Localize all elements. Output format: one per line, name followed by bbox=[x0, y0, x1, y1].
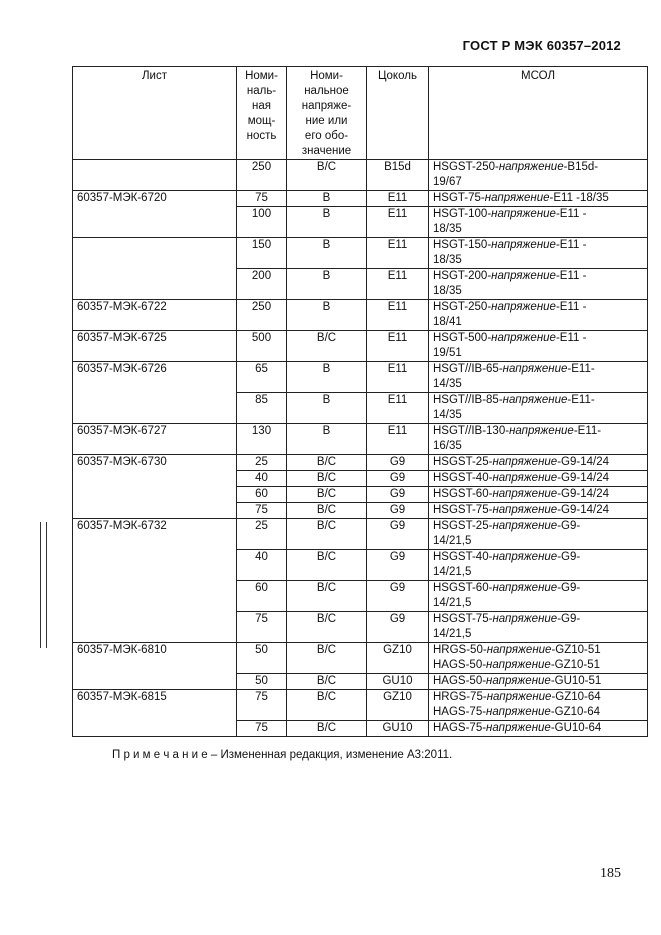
cell-msol bbox=[429, 471, 648, 487]
msol-suffix: -G9-14/24 bbox=[557, 472, 609, 484]
cell-power: 40 bbox=[237, 471, 287, 487]
msol-voltage-placeholder: напряжение bbox=[486, 691, 552, 703]
cell-voltage: B/C bbox=[287, 503, 367, 519]
cell-sheet: 60357-МЭК-6730 bbox=[73, 455, 237, 519]
cell-sheet: 60357-МЭК-6810 bbox=[73, 643, 237, 690]
document-header: ГОСТ Р МЭК 60357–2012 bbox=[462, 38, 621, 53]
msol-prefix: HSGT//IB-130- bbox=[433, 425, 510, 437]
cell-sheet: 60357-МЭК-6720 bbox=[73, 191, 237, 238]
msol-suffix: -GZ10-51 bbox=[551, 644, 601, 656]
msol-voltage-placeholder: напряжение bbox=[491, 239, 556, 251]
table-body bbox=[73, 160, 648, 737]
cell-power: 500 bbox=[237, 331, 287, 362]
cell-power: 25 bbox=[237, 519, 287, 550]
msol-suffix: -E11 - 18/35 bbox=[433, 208, 587, 235]
table-row bbox=[73, 643, 648, 674]
page-number: 185 bbox=[600, 866, 621, 881]
msol-line bbox=[433, 643, 647, 658]
cell-base: E11 bbox=[367, 191, 429, 207]
table-row bbox=[73, 455, 648, 471]
cell-msol bbox=[429, 643, 648, 674]
cell-voltage: B bbox=[287, 424, 367, 455]
cell-base: GU10 bbox=[367, 674, 429, 690]
column-header-voltage: Номи- нальное напряже- ние или его обо- значение bbox=[287, 67, 367, 160]
cell-base: GU10 bbox=[367, 721, 429, 737]
cell-voltage: B/C bbox=[287, 519, 367, 550]
msol-prefix: HSGT-100- bbox=[433, 208, 492, 220]
cell-voltage: B bbox=[287, 207, 367, 238]
cell-power: 25 bbox=[237, 455, 287, 471]
note-label: П р и м е ч а н и е bbox=[112, 749, 208, 761]
msol-suffix: -G9- 14/21,5 bbox=[433, 582, 581, 609]
msol-voltage-placeholder: напряжение bbox=[486, 675, 551, 687]
table-row bbox=[73, 238, 648, 269]
lamp-table-container bbox=[72, 66, 647, 737]
lamp-table bbox=[72, 66, 648, 737]
cell-voltage: B bbox=[287, 269, 367, 300]
cell-voltage: B/C bbox=[287, 331, 367, 362]
cell-power: 75 bbox=[237, 721, 287, 737]
cell-voltage: B bbox=[287, 393, 367, 424]
cell-voltage: B/C bbox=[287, 581, 367, 612]
cell-power: 100 bbox=[237, 207, 287, 238]
cell-base: G9 bbox=[367, 581, 429, 612]
msol-suffix: -GZ10-64 bbox=[550, 706, 601, 718]
msol-suffix: -E11 -18/35 bbox=[549, 192, 609, 204]
msol-voltage-placeholder: напряжение bbox=[502, 363, 568, 375]
cell-msol bbox=[429, 455, 648, 471]
msol-line bbox=[433, 690, 647, 705]
msol-suffix: -E11 - 18/35 bbox=[433, 270, 587, 297]
cell-base: G9 bbox=[367, 503, 429, 519]
msol-prefix: HSGST-40- bbox=[433, 551, 493, 563]
msol-voltage-placeholder: напряжение bbox=[486, 706, 551, 718]
msol-suffix: -GU10-51 bbox=[550, 675, 602, 687]
cell-voltage: B bbox=[287, 191, 367, 207]
cell-msol bbox=[429, 300, 648, 331]
msol-prefix: HAGS-50- bbox=[433, 675, 487, 687]
cell-sheet: 60357-МЭК-6727 bbox=[73, 424, 237, 455]
msol-prefix: HSGST-250- bbox=[433, 161, 499, 173]
cell-voltage: B bbox=[287, 238, 367, 269]
cell-power: 150 bbox=[237, 238, 287, 269]
msol-suffix: -E11 - 19/51 bbox=[433, 332, 587, 359]
msol-voltage-placeholder: напряжение bbox=[484, 192, 550, 204]
cell-base: G9 bbox=[367, 455, 429, 471]
msol-prefix: HSGT-150- bbox=[433, 239, 492, 251]
cell-voltage: B/C bbox=[287, 455, 367, 471]
msol-suffix: -G9- 14/21,5 bbox=[433, 613, 581, 640]
column-header-msol: МСОЛ bbox=[429, 67, 648, 160]
cell-sheet: 60357-МЭК-6732 bbox=[73, 519, 237, 643]
msol-suffix: -G9- 14/21,5 bbox=[433, 551, 581, 578]
msol-suffix: -GU10-64 bbox=[550, 722, 602, 734]
cell-voltage: B/C bbox=[287, 721, 367, 737]
msol-suffix: -B15d- 19/67 bbox=[433, 161, 599, 188]
cell-msol bbox=[429, 612, 648, 643]
cell-power: 75 bbox=[237, 690, 287, 721]
cell-base: G9 bbox=[367, 487, 429, 503]
cell-sheet: 60357-МЭК-6725 bbox=[73, 331, 237, 362]
cell-power: 40 bbox=[237, 550, 287, 581]
cell-voltage: B bbox=[287, 362, 367, 393]
cell-msol bbox=[429, 424, 648, 455]
msol-suffix: -E11- 14/35 bbox=[433, 394, 595, 421]
msol-prefix: HSGST-60- bbox=[433, 582, 493, 594]
msol-voltage-placeholder: напряжение bbox=[492, 551, 558, 563]
msol-prefix: HSGT-500- bbox=[433, 332, 492, 344]
msol-line bbox=[433, 721, 647, 736]
cell-power: 250 bbox=[237, 160, 287, 191]
cell-base: E11 bbox=[367, 362, 429, 393]
cell-msol bbox=[429, 269, 648, 300]
cell-msol bbox=[429, 581, 648, 612]
msol-voltage-placeholder: напряжение bbox=[491, 332, 556, 344]
table-note bbox=[112, 749, 452, 761]
table-row bbox=[73, 191, 648, 207]
cell-voltage: B/C bbox=[287, 487, 367, 503]
cell-power: 75 bbox=[237, 503, 287, 519]
cell-msol bbox=[429, 191, 648, 207]
cell-voltage: B/C bbox=[287, 160, 367, 191]
cell-msol bbox=[429, 721, 648, 737]
cell-msol bbox=[429, 362, 648, 393]
msol-prefix: HSGT-75- bbox=[433, 192, 485, 204]
msol-voltage-placeholder: напряжение bbox=[491, 270, 556, 282]
msol-suffix: -G9-14/24 bbox=[557, 504, 609, 516]
msol-prefix: HSGST-40- bbox=[433, 472, 493, 484]
msol-voltage-placeholder: напряжение bbox=[486, 659, 551, 671]
msol-suffix: -E11 - 18/41 bbox=[433, 301, 587, 328]
msol-voltage-placeholder: напряжение bbox=[492, 613, 558, 625]
cell-voltage: B/C bbox=[287, 690, 367, 721]
cell-base: GZ10 bbox=[367, 643, 429, 674]
cell-power: 65 bbox=[237, 362, 287, 393]
column-header-power: Номи- наль- ная мощ- ность bbox=[237, 67, 287, 160]
msol-prefix: HAGS-50- bbox=[433, 659, 487, 671]
revision-bar bbox=[40, 522, 47, 648]
msol-prefix: HRGS-75- bbox=[433, 691, 487, 703]
cell-power: 200 bbox=[237, 269, 287, 300]
msol-voltage-placeholder: напряжение bbox=[491, 208, 556, 220]
cell-msol bbox=[429, 331, 648, 362]
cell-sheet: 60357-МЭК-6815 bbox=[73, 690, 237, 737]
cell-msol bbox=[429, 393, 648, 424]
cell-base: E11 bbox=[367, 238, 429, 269]
cell-base: B15d bbox=[367, 160, 429, 191]
msol-prefix: HSGT-250- bbox=[433, 301, 492, 313]
msol-prefix: HSGT//IB-65- bbox=[433, 363, 503, 375]
cell-power: 85 bbox=[237, 393, 287, 424]
cell-sheet bbox=[73, 160, 237, 191]
msol-voltage-placeholder: напряжение bbox=[492, 472, 558, 484]
msol-voltage-placeholder: напряжение bbox=[492, 520, 558, 532]
cell-base: E11 bbox=[367, 207, 429, 238]
table-row bbox=[73, 160, 648, 191]
table-row bbox=[73, 690, 648, 721]
table-row bbox=[73, 424, 648, 455]
cell-msol bbox=[429, 487, 648, 503]
cell-power: 60 bbox=[237, 487, 287, 503]
cell-msol bbox=[429, 160, 648, 191]
column-header-sheet: Лист bbox=[73, 67, 237, 160]
cell-sheet bbox=[73, 238, 237, 300]
column-header-base: Цоколь bbox=[367, 67, 429, 160]
cell-power: 130 bbox=[237, 424, 287, 455]
msol-prefix: HSGT-200- bbox=[433, 270, 492, 282]
cell-voltage: B bbox=[287, 300, 367, 331]
cell-msol bbox=[429, 550, 648, 581]
cell-power: 75 bbox=[237, 191, 287, 207]
cell-voltage: B/C bbox=[287, 643, 367, 674]
cell-base: E11 bbox=[367, 331, 429, 362]
msol-suffix: -E11- 16/35 bbox=[433, 425, 602, 452]
cell-voltage: B/C bbox=[287, 471, 367, 487]
cell-base: E11 bbox=[367, 393, 429, 424]
table-row bbox=[73, 331, 648, 362]
cell-base: G9 bbox=[367, 550, 429, 581]
note-text: – Измененная редакция, изменение А3:2011. bbox=[207, 749, 453, 761]
cell-msol bbox=[429, 503, 648, 519]
cell-msol bbox=[429, 238, 648, 269]
table-row bbox=[73, 300, 648, 331]
msol-voltage-placeholder: напряжение bbox=[491, 301, 556, 313]
msol-voltage-placeholder: напряжение bbox=[492, 582, 558, 594]
cell-base: E11 bbox=[367, 269, 429, 300]
msol-voltage-placeholder: напряжение bbox=[498, 161, 564, 173]
cell-base: E11 bbox=[367, 424, 429, 455]
msol-suffix: -GZ10-64 bbox=[551, 691, 601, 703]
cell-msol bbox=[429, 674, 648, 690]
msol-voltage-placeholder: напряжение bbox=[492, 456, 558, 468]
cell-power: 75 bbox=[237, 612, 287, 643]
msol-voltage-placeholder: напряжение bbox=[502, 394, 568, 406]
msol-prefix: HAGS-75- bbox=[433, 722, 487, 734]
msol-voltage-placeholder: напряжение bbox=[492, 504, 558, 516]
msol-prefix: HAGS-75- bbox=[433, 706, 487, 718]
table-header-row bbox=[73, 67, 648, 160]
cell-power: 50 bbox=[237, 643, 287, 674]
cell-base: E11 bbox=[367, 300, 429, 331]
cell-power: 250 bbox=[237, 300, 287, 331]
msol-suffix: -G9-14/24 bbox=[557, 456, 609, 468]
cell-voltage: B/C bbox=[287, 674, 367, 690]
cell-sheet: 60357-МЭК-6722 bbox=[73, 300, 237, 331]
msol-voltage-placeholder: напряжение bbox=[509, 425, 574, 437]
cell-base: GZ10 bbox=[367, 690, 429, 721]
cell-power: 50 bbox=[237, 674, 287, 690]
msol-prefix: HSGST-25- bbox=[433, 520, 493, 532]
cell-msol bbox=[429, 207, 648, 238]
msol-prefix: HSGST-25- bbox=[433, 456, 493, 468]
cell-base: G9 bbox=[367, 612, 429, 643]
cell-voltage: B/C bbox=[287, 612, 367, 643]
cell-msol bbox=[429, 519, 648, 550]
msol-line bbox=[433, 658, 647, 673]
msol-voltage-placeholder: напряжение bbox=[486, 644, 552, 656]
msol-line bbox=[433, 674, 647, 689]
msol-voltage-placeholder: напряжение bbox=[492, 488, 558, 500]
cell-base: G9 bbox=[367, 471, 429, 487]
cell-base: G9 bbox=[367, 519, 429, 550]
msol-prefix: HSGST-60- bbox=[433, 488, 493, 500]
msol-line bbox=[433, 705, 647, 720]
msol-prefix: HRGS-50- bbox=[433, 644, 487, 656]
msol-suffix: -G9- 14/21,5 bbox=[433, 520, 581, 547]
msol-prefix: HSGT//IB-85- bbox=[433, 394, 503, 406]
table-row bbox=[73, 519, 648, 550]
cell-msol bbox=[429, 690, 648, 721]
msol-suffix: -G9-14/24 bbox=[557, 488, 609, 500]
cell-sheet: 60357-МЭК-6726 bbox=[73, 362, 237, 424]
cell-voltage: B/C bbox=[287, 550, 367, 581]
msol-suffix: -E11- 14/35 bbox=[433, 363, 595, 390]
msol-prefix: HSGST-75- bbox=[433, 504, 493, 516]
msol-prefix: HSGST-75- bbox=[433, 613, 493, 625]
msol-suffix: -E11 - 18/35 bbox=[433, 239, 587, 266]
msol-voltage-placeholder: напряжение bbox=[486, 722, 551, 734]
cell-power: 60 bbox=[237, 581, 287, 612]
msol-suffix: -GZ10-51 bbox=[550, 659, 601, 671]
table-row bbox=[73, 362, 648, 393]
